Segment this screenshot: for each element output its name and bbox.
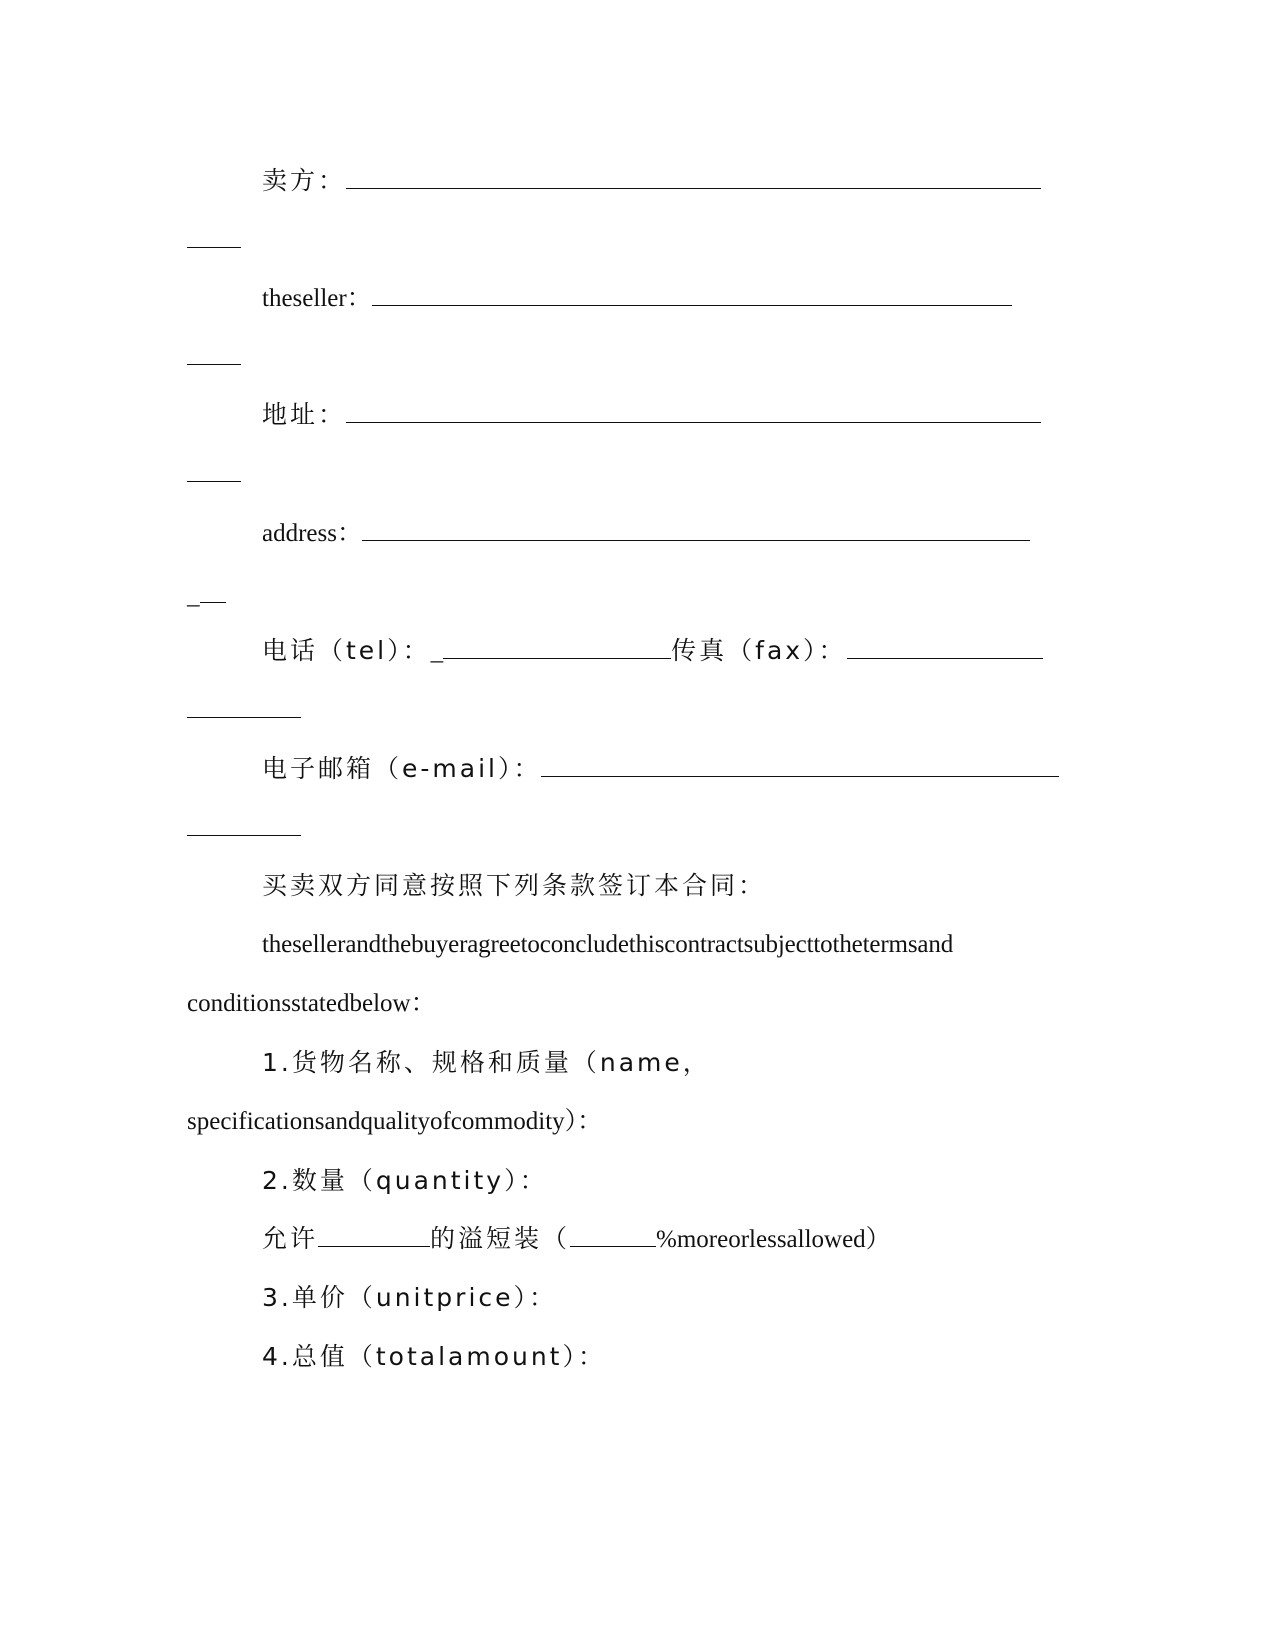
address-cn-label: 地址： xyxy=(262,400,347,429)
fax-label: 传真（fax）： xyxy=(671,636,847,665)
item-4-heading: 4.总值（totalamount）： xyxy=(262,1342,606,1371)
seller-en-blank[interactable] xyxy=(372,283,1012,306)
seller-en-label: theseller： xyxy=(262,285,372,312)
seller-cn-blank[interactable] xyxy=(346,166,1041,189)
intro-en-line-2: conditionsstatedbelow： xyxy=(187,990,436,1017)
allowance-en-blank[interactable] xyxy=(570,1224,656,1247)
seller-cn-row xyxy=(262,166,1041,197)
fax-blank[interactable] xyxy=(847,636,1043,659)
tel-fax-row xyxy=(262,636,1043,667)
email-blank[interactable] xyxy=(541,754,1059,777)
item-1-heading: 1.货物名称、规格和质量（name， xyxy=(262,1048,711,1077)
item-2-heading: 2.数量（quantity）： xyxy=(262,1166,548,1195)
intro-cn: 买卖双方同意按照下列条款签订本合同： xyxy=(262,871,767,900)
address-en-label: address： xyxy=(262,520,362,547)
fax-blank-cont[interactable] xyxy=(187,717,301,718)
seller-en-blank-cont[interactable] xyxy=(187,364,241,365)
address-en-row xyxy=(262,518,1030,549)
allowance-row xyxy=(262,1224,891,1255)
address-en-cont-row xyxy=(187,580,226,611)
address-en-blank[interactable] xyxy=(362,518,1030,541)
item-1-heading-en: specificationsandqualityofcommodity）： xyxy=(187,1108,603,1135)
address-cn-blank[interactable] xyxy=(346,400,1041,423)
email-blank-cont[interactable] xyxy=(187,835,301,836)
seller-cn-blank-cont[interactable] xyxy=(187,247,241,248)
address-en-tail: _ xyxy=(187,582,200,609)
tel-label: 电话（tel）： xyxy=(262,636,431,665)
intro-en-line-1: thesellerandthebuyeragreetoconcludethiscontractsubjecttothetermsand xyxy=(262,931,954,958)
seller-en-row xyxy=(262,283,1012,314)
allowance-en: %moreorlessallowed） xyxy=(656,1226,891,1253)
allowance-percent-blank[interactable] xyxy=(318,1224,430,1247)
tel-blank[interactable] xyxy=(443,636,671,659)
address-cn-row xyxy=(262,400,1041,431)
email-label: 电子邮箱（e-mail）： xyxy=(262,754,542,783)
address-en-blank-cont[interactable] xyxy=(200,580,226,603)
tel-pre: _ xyxy=(430,638,444,665)
email-row xyxy=(262,754,1059,785)
item-3-heading: 3.单价（unitprice）： xyxy=(262,1283,558,1312)
address-cn-blank-cont[interactable] xyxy=(187,481,241,482)
allowance-cn-a: 允许 xyxy=(262,1224,319,1253)
allowance-cn-b: 的溢短装（ xyxy=(430,1224,571,1253)
seller-cn-label: 卖方： xyxy=(262,166,347,195)
